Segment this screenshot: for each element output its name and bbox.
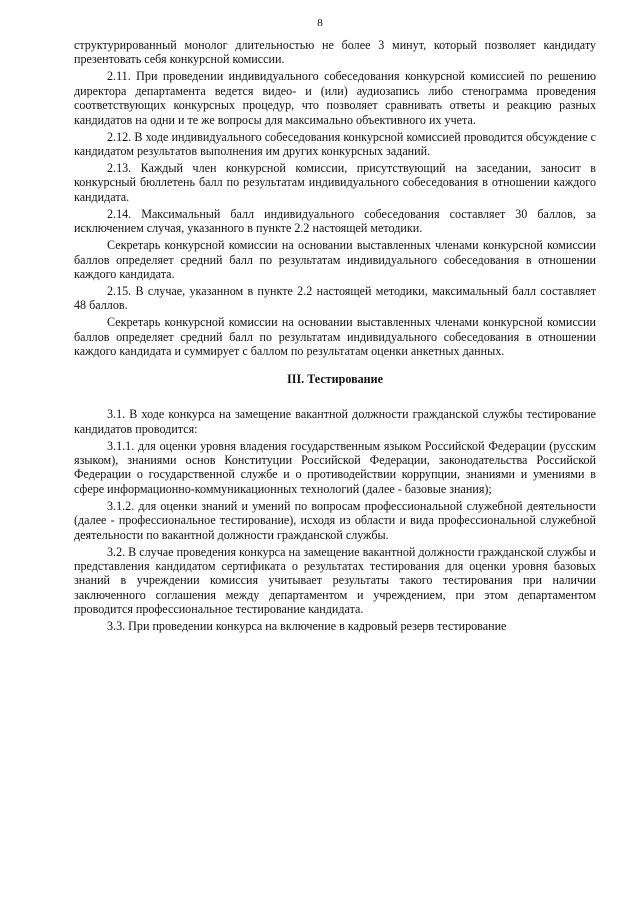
document-body <box>74 38 596 636</box>
paragraph-3-3: 3.3. При проведении конкурса на включение в кадровый резерв тестирование <box>107 619 507 634</box>
paragraph-secretary-1: Секретарь конкурсной комиссии на основании выставленных членами конкурсной комиссии баллов определяет средний балл по результатам индивидуального собеседования в отношении каждого кандидата. <box>74 238 596 282</box>
paragraph-2-12: 2.12. В ходе индивидуального собеседования конкурсной комиссией проводится обсуждение с кандидатом результатов выполнения им других конкурсных заданий. <box>74 129 596 159</box>
paragraph-3-1: 3.1. В ходе конкурса на замещение вакантной должности гражданской службы тестирование кандидатов проводится: <box>74 407 596 436</box>
paragraph-2-13: 2.13. Каждый член конкурсной комиссии, присутствующий на заседании, заносит в конкурсный бюллетень балл по результатам индивидуального собеседования в отношении каждого кандидата. <box>74 161 596 204</box>
paragraph-continuation: структурированный монолог длительностью не более 3 минут, который позволяет кандидату презентовать себя конкурсной комиссии. <box>74 38 596 67</box>
paragraph-3-2: 3.2. В случае проведения конкурса на замещение вакантной должности гражданской службы и представления кандидатом сертификата о результатах тестирования для оценки уровня базовых знаний в учреждении комиссия учитывает результаты такого тестирования при наличии заключенного соглашения между департаментом и учреждением, при этом департаментом проводится профессиональное тестирование кандидата. <box>74 544 596 617</box>
section-heading: III. Тестирование <box>287 371 383 386</box>
paragraph-2-11: 2.11. При проведении индивидуального собеседования конкурсной комиссией по решению директора департамента ведется видео- и (или) аудиозапись либо стенограмма проведения соответствующих конкурсных процедур, что позволяет сравнивать ответы и реакцию разных кандидатов на одни и те же вопросы для максимально объективного их учета. <box>74 69 596 127</box>
paragraph-3-1-1: 3.1.1. для оценки уровня владения государственным языком Российской Федерации (русским языком), знаниями основ Конституции Российской Федерации, законодательства Российской Федерации о государственной службе и о противодействии коррупции, знаниями и умениями в сфере информационно-коммуникационных технологий (далее - базовые знания); <box>74 438 596 496</box>
paragraph-2-15: 2.15. В случае, указанном в пункте 2.2 настоящей методики, максимальный балл составляет 48 баллов. <box>74 284 596 313</box>
paragraph-2-14: 2.14. Максимальный балл индивидуального собеседования составляет 30 баллов, за исключением случая, указанного в пункте 2.2 настоящей методики. <box>74 206 596 236</box>
page-number: 8 <box>317 17 323 29</box>
paragraph-3-1-2: 3.1.2. для оценки знаний и умений по вопросам профессиональной служебной деятельности (далее - профессиональное тестирование), исходя из области и вида профессиональной служебной деятельности по вакантной должности гражданской службы. <box>74 498 596 542</box>
paragraph-secretary-2: Секретарь конкурсной комиссии на основании выставленных членами конкурсной комиссии баллов определяет средний балл по результатам индивидуального собеседования в отношении каждого кандидата и суммирует с баллом по результатам оценки анкетных данных. <box>74 315 596 359</box>
